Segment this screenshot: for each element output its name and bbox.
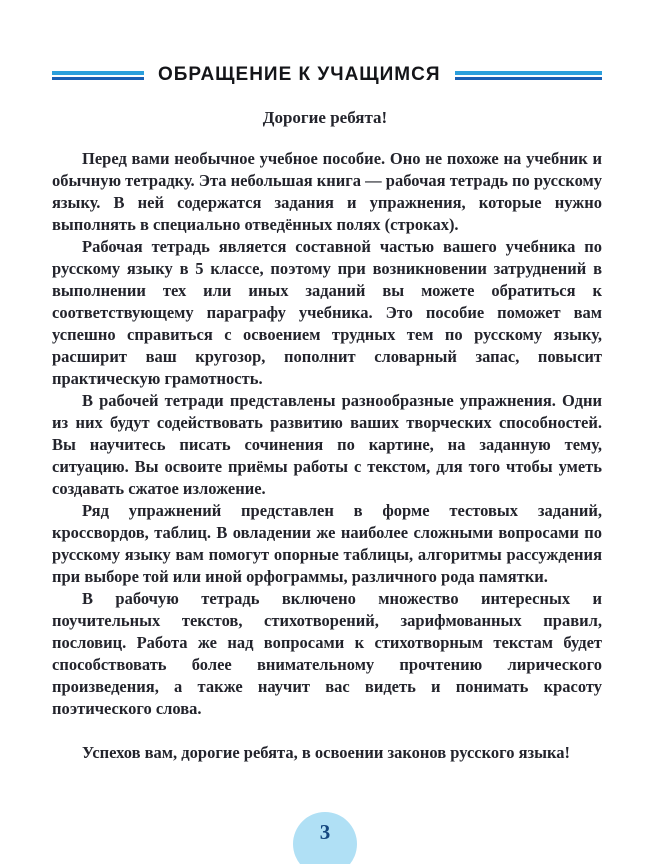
paragraph: Ряд упражнений представлен в форме тестовых заданий, кроссвордов, таблиц. В овладении же наиболее сложными вопросами по русскому языку вам помогут опорные таблицы, алгоритмы рассуждения при выборе той или иной орфограммы, различного рода памятки. xyxy=(52,501,602,586)
closing-paragraph: Успехов вам, дорогие ребята, в освоении законов русского языка! xyxy=(82,743,571,762)
paragraph: Рабочая тетрадь является составной частью вашего учебника по русскому языку в 5 классе, поэтому при возникновении затруднений в выполнении тех или иных заданий вы можете обратиться к соответствующему параграфу учебника. Это пособие поможет вам успешно справиться с освоением трудных тем по русскому языку, расширит ваш кругозор, пополнит словарный запас, повысит практическую грамотность. xyxy=(52,237,602,388)
paragraph: Перед вами необычное учебное пособие. Оно не похоже на учебник и обычную тетрадку. Эта небольшая книга — рабочая тетрадь по русскому языку. В ней содержатся задания и упражнения, которые нужно выполнять в специально отведённых полях (строках). xyxy=(52,149,602,234)
paragraph: В рабочую тетрадь включено множество интересных и поучительных текстов, стихотворений, зарифмованных правил, пословиц. Работа же над вопросами к стихотворным текстам будет способствовать более внимательному прочтению лирического произведения, а также научит вас видеть и понимать красоту поэтического слова. xyxy=(52,589,602,718)
header-rule-right-decoration xyxy=(455,71,602,80)
page-number-badge xyxy=(293,812,357,864)
page-title: ОБРАЩЕНИЕ К УЧАЩИМСЯ xyxy=(158,64,441,85)
paragraph: В рабочей тетради представлены разнообразные упражнения. Одни из них будут содействовать развитию ваших творческих способностей. Вы научитесь писать сочинения по картине, на заданную тему, ситуацию. Вы освоите приёмы работы с текстом, для того чтобы уметь создавать сжатое изложение. xyxy=(52,391,602,498)
page-number: 3 xyxy=(319,820,331,844)
rule-bar-bottom xyxy=(455,77,602,80)
section-subtitle: Дорогие ребята! xyxy=(262,108,388,127)
page-header xyxy=(52,64,602,86)
header-rule-left-decoration xyxy=(52,71,144,80)
rule-bar-bottom xyxy=(52,77,144,80)
body-text xyxy=(52,148,602,764)
